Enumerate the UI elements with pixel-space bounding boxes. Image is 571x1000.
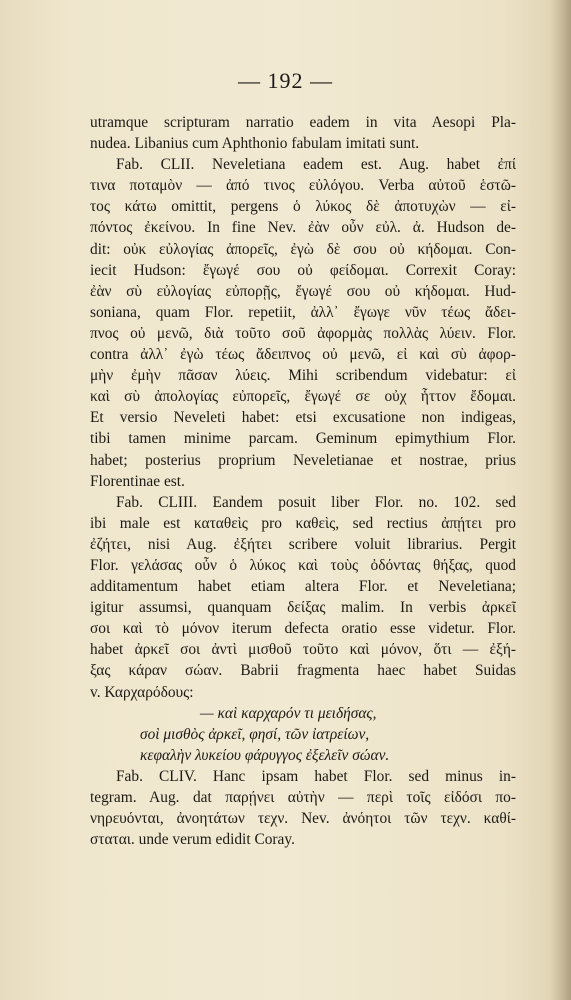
text-line: Et versio Neveleti habet: etsi excusatione non indigeas, xyxy=(90,409,516,427)
text-line: τος κάτω omittit, pergens ὁ λύκος δὲ ἀποτυχὼν — εἰ- xyxy=(90,198,516,216)
text-line: v. Καρχαρόδους: xyxy=(90,683,194,701)
text-line: ἐὰν σὺ εὐλογίας εὐπορῇς, ἔγωγέ σου οὐ κήδομαι. Hud- xyxy=(90,282,516,300)
text-line: τινα ποταμὸν — ἀπό τινος εὐλόγου. Verba αὐτοῦ ἑστῶ- xyxy=(90,177,516,195)
text-line: igitur assumsi, quanquam δείξας malim. In verbis ἀρκεῖ xyxy=(90,599,516,617)
text-line: πόντος ἐκείνου. In fine Nev. ἐὰν οὖν εὐλ. ἀ. Hudson de- xyxy=(90,219,516,237)
text-line: soniana, quam Flor. repetiit, ἀλλ᾽ ἔγωγε νῦν τέως ἄδει- xyxy=(90,303,516,321)
verse-line: κεφαλὴν λυκείου φάρυγγος ἐξελεῖν σώαν. xyxy=(140,746,390,764)
text-line: dit: οὐκ εὐλογίας ἀπορεῖς, ἐγὼ δὲ σου οὐ κήδομαι. Con- xyxy=(90,240,516,258)
text-line: ibi male est καταθεὶς pro καθεὶς, sed rectius ἀπῄτει pro xyxy=(90,514,516,532)
text-line: Fab. CLIV. Hanc ipsam habet Flor. sed minus in- xyxy=(116,767,516,785)
text-line: σταται. unde verum edidit Coray. xyxy=(90,831,295,849)
verse-line: σοὶ μισθὸς ἀρκεῖ, φησί, τῶν ἰατρείων, xyxy=(140,725,370,743)
text-line: καὶ σὺ ἀπολογίας εὐπορεῖς, ἔγωγέ σε οὐχ ἧττον ἔδομαι. xyxy=(90,388,516,406)
text-line: Fab. CLIII. Eandem posuit liber Flor. no. 102. sed xyxy=(116,493,516,511)
text-line: ἐζήτει, nisi Aug. ἐξήτει scribere voluit librarius. Pergit xyxy=(90,535,516,553)
text-line: σοι καὶ τὸ μόνον iterum defecta oratio esse videtur. Flor. xyxy=(90,620,516,638)
text-line: Fab. CLII. Neveletiana eadem est. Aug. habet ἐπί xyxy=(116,156,516,174)
verse-line: — καὶ καρχαρόν τι μειδήσας, xyxy=(200,704,377,722)
text-line: Florentinae est. xyxy=(90,472,185,490)
body-text xyxy=(90,112,516,850)
text-line: iecit Hudson: ἔγωγέ σου οὐ φείδομαι. Correxit Coray: xyxy=(90,261,516,279)
text-line: additamentum habet etiam altera Flor. et Neveletiana; xyxy=(90,578,516,596)
text-line: πνος οὐ μενῶ, διὰ τοῦτο σοῦ ἀφορμὰς πολλὰς λύειν. Flor. xyxy=(90,324,516,342)
text-line: tibi tamen minime parcam. Geminum epimythium Flor. xyxy=(90,430,516,448)
text-line: utramque scripturam narratio eadem in vita Aesopi Pla- xyxy=(90,114,516,131)
text-line: ξας κάραν σώαν. Babrii fragmenta haec habet Suidas xyxy=(90,662,516,680)
text-line: nudea. Libanius cum Aphthonio fabulam imitati sunt. xyxy=(90,135,420,153)
page-gutter-shadow xyxy=(549,0,571,1000)
text-line: habet; posterius proprium Neveletianae et nostrae, prius xyxy=(90,451,516,469)
text-line: tegram. Aug. dat παρῄνει αὐτὴν — περὶ τοῖς εἰδόσι πο- xyxy=(90,789,516,806)
page-number: — 192 — xyxy=(238,68,333,93)
text-line: μὴν ἐμὴν πᾶσαν λύεις. Mihi scribendum videbatur: εἰ xyxy=(90,367,516,385)
text-line: Flor. γελάσας οὖν ὁ λύκος καὶ τοὺς ὀδόντας θήξας, quod xyxy=(90,556,516,574)
text-line: νηρευόνται, ἀνοητάτων τεχν. Nev. ἀνόητοι τῶν τεχν. καθί- xyxy=(90,810,516,828)
text-line: habet ἀρκεῖ σοι ἀντὶ μισθοῦ τοῦτο καὶ μόνον, ὅτι — ἐξή- xyxy=(90,641,516,659)
text-line: contra ἀλλ᾽ ἐγὼ τέως ἄδειπνος οὐ μενῶ, εἰ καὶ σὺ ἀφορ- xyxy=(90,346,516,364)
